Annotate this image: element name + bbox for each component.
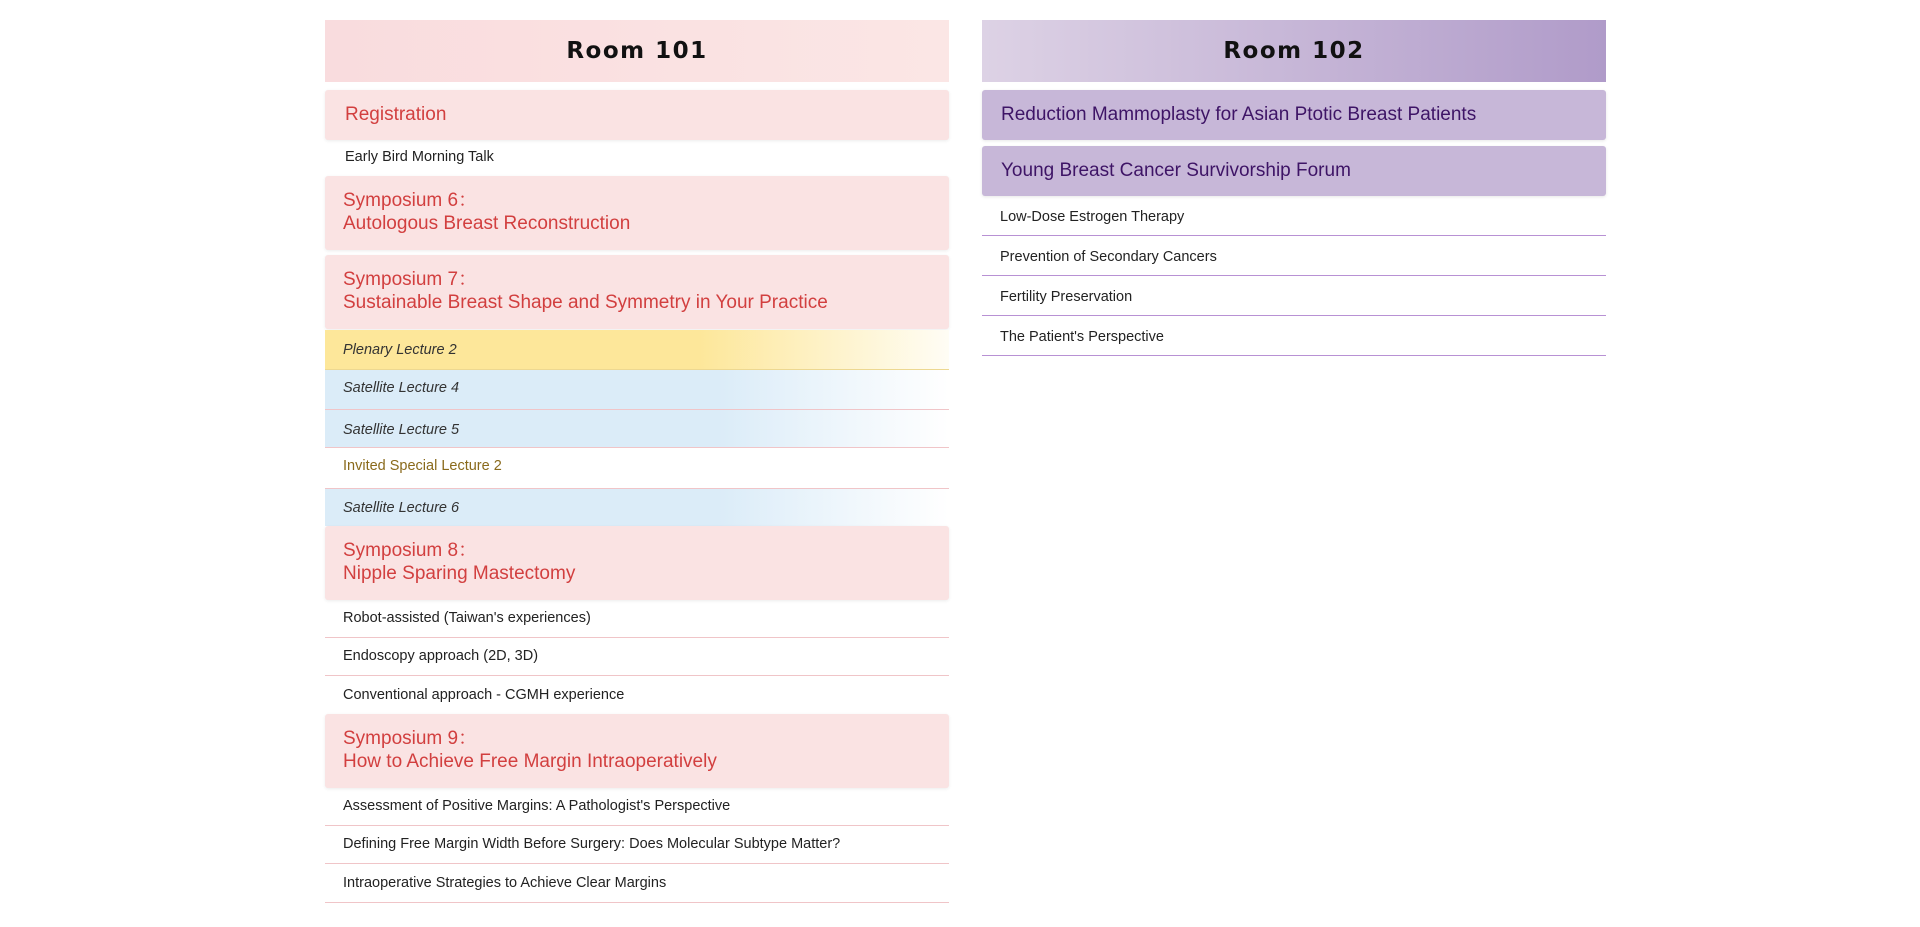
- survivorship-forum-block: [982, 146, 1606, 196]
- satellite-lecture-5-label: Satellite Lecture 5: [343, 422, 460, 438]
- symposium-8-item: [325, 638, 949, 676]
- symposium-9-item: [325, 788, 949, 826]
- symposium-9-title: How to Achieve Free Margin Intraoperatively: [343, 751, 717, 772]
- symposium-9-item: [325, 826, 949, 864]
- room-102-header: Room 102: [982, 20, 1606, 82]
- symposium-6-block: [325, 176, 949, 250]
- symposium-9-item-label: Intraoperative Strategies to Achieve Clear Margins: [343, 875, 667, 891]
- forum-item-label: Fertility Preservation: [1000, 289, 1133, 305]
- satellite-lecture-6-label: Satellite Lecture 6: [343, 500, 460, 516]
- symposium-8-number: Symposium 8：: [343, 540, 478, 561]
- satellite-lecture-6-row: [325, 489, 949, 526]
- symposium-6-title: Autologous Breast Reconstruction: [343, 213, 631, 234]
- registration-block: [325, 90, 949, 140]
- symposium-6-number: Symposium 6：: [343, 190, 478, 211]
- forum-item: [982, 316, 1606, 356]
- symposium-7-title: Sustainable Breast Shape and Symmetry in Your Practice: [343, 292, 828, 313]
- plenary-lecture-2-row: [325, 330, 949, 370]
- symposium-9-item: [325, 864, 949, 903]
- registration-label: Registration: [345, 104, 447, 125]
- forum-item-label: Low-Dose Estrogen Therapy: [1000, 209, 1185, 225]
- forum-item: [982, 236, 1606, 276]
- symposium-8-item: [325, 600, 949, 638]
- reduction-mammoplasty-label: Reduction Mammoplasty for Asian Ptotic Breast Patients: [1001, 104, 1477, 125]
- room-101-header: Room 101: [325, 20, 949, 82]
- satellite-lecture-4-label: Satellite Lecture 4: [343, 380, 460, 396]
- symposium-8-item-label: Conventional approach - CGMH experience: [343, 687, 625, 703]
- forum-item: [982, 276, 1606, 316]
- symposium-9-item-label: Assessment of Positive Margins: A Pathologist's Perspective: [343, 798, 731, 814]
- reduction-mammoplasty-block: [982, 90, 1606, 140]
- room-101-column: [325, 20, 949, 903]
- early-bird-label: Early Bird Morning Talk: [345, 149, 494, 165]
- symposium-9-block: [325, 714, 949, 788]
- invited-special-lecture-2-row: [325, 448, 949, 489]
- invited-special-lecture-2-label: Invited Special Lecture 2: [343, 458, 502, 474]
- forum-item-label: Prevention of Secondary Cancers: [1000, 249, 1217, 265]
- satellite-lecture-4-row: [325, 370, 949, 410]
- symposium-7-number: Symposium 7：: [343, 269, 478, 290]
- symposium-8-item-label: Endoscopy approach (2D, 3D): [343, 648, 539, 664]
- symposium-9-item-label: Defining Free Margin Width Before Surgery: Does Molecular Subtype Matter?: [343, 836, 841, 852]
- forum-item-label: The Patient's Perspective: [1000, 329, 1164, 345]
- symposium-8-title: Nipple Sparing Mastectomy: [343, 563, 576, 584]
- symposium-8-item-label: Robot-assisted (Taiwan's experiences): [343, 610, 591, 626]
- early-bird-row: [325, 140, 949, 176]
- symposium-8-block: [325, 526, 949, 600]
- forum-item: [982, 196, 1606, 236]
- survivorship-forum-label: Young Breast Cancer Survivorship Forum: [1001, 160, 1351, 181]
- symposium-9-number: Symposium 9：: [343, 728, 478, 749]
- symposium-7-block: [325, 255, 949, 329]
- room-102-column: [982, 20, 1606, 356]
- symposium-8-item: [325, 676, 949, 714]
- satellite-lecture-5-row: [325, 410, 949, 448]
- plenary-lecture-2-label: Plenary Lecture 2: [343, 342, 457, 358]
